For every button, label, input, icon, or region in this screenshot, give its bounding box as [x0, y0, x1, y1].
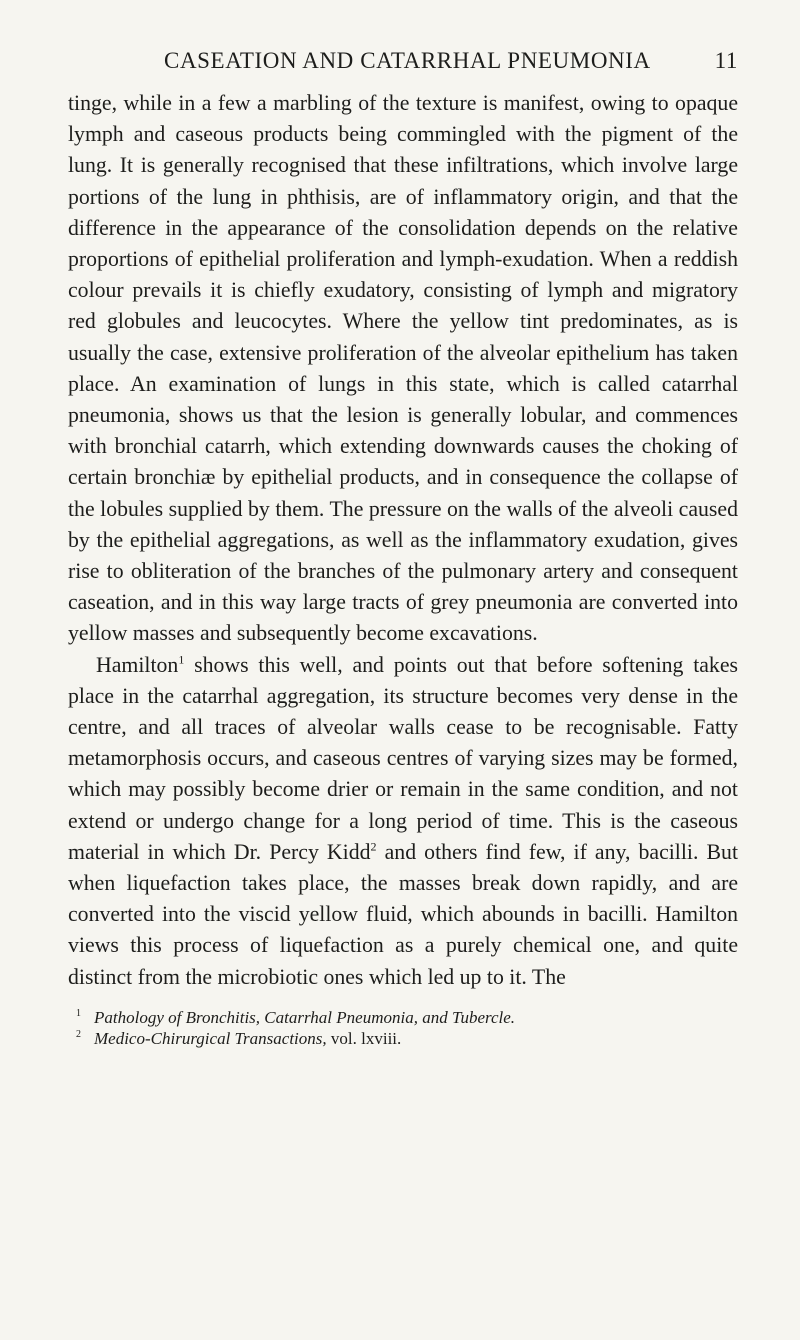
running-header	[68, 40, 738, 74]
footnote-reference-1: 1	[178, 652, 185, 667]
footnote-2: 2 Medico-Chirurgical Transactions, vol. lxviii.	[76, 1028, 402, 1048]
footnote-tail-2: vol. lxviii.	[326, 1028, 402, 1048]
page-number: 11	[714, 48, 738, 73]
footnote-text-1: Pathology of Bronchitis, Catarrhal Pneumonia, and Tubercle.	[94, 1007, 516, 1027]
footnotes	[68, 1007, 738, 1049]
running-title: CASEATION AND CATARRHAL PNEUMONIA	[164, 48, 651, 73]
paragraph-2-part-a: Hamilton	[96, 652, 179, 677]
main-text	[68, 88, 738, 993]
paragraph-1: tinge, while in a few a marbling of the texture is manifest, owing to opaque lymph and caseous products being commingled with the pigment of the lung. It is generally recognised that these infiltrations, which involve large portions of the lung in phthisis, are of inflammatory origin, and that the difference in the appearance of the consolidation depends on the relative proportions of epithelial proliferation and lymph-exudation. When a reddish colour prevails it is chiefly exudatory, consisting of lymph and migratory red globules and leucocytes. Where the yellow tint predominates, as is usually the case, extensive proliferation of the alveolar epithelium has taken place. An examination of lungs in this state, which is called catarrhal pneumonia, shows us that the lesion is generally lobular, and commences with bronchial catarrh, which extending downwards causes the choking of certain bronchiæ by epithelial products, and in consequence the collapse of the lobules supplied by them. The pressure on the walls of the alveoli caused by the epithelial aggregations, as well as the inflammatory exudation, gives rise to obliteration of the branches of the pulmonary artery and consequent caseation, and in this way large tracts of grey pneumonia are converted into yellow masses and subsequently become excavations.	[68, 91, 738, 646]
footnote-reference-2: 2	[370, 839, 377, 854]
paragraph-2	[68, 650, 738, 993]
footnote-1: 1 Pathology of Bronchitis, Catarrhal Pneumonia, and Tubercle.	[76, 1007, 516, 1027]
footnote-text-2: Medico-Chirurgical Transactions,	[94, 1028, 327, 1048]
paragraph-2-part-c: and others find few, if any, bacilli. But when liquefaction takes place, the masses break down rapidly, and are converted into the viscid yellow fluid, which abounds in bacilli. Hamilton views this process of liquefaction as a purely chemical one, and quite distinct from the microbiotic ones which led up to it. The	[68, 839, 739, 989]
paragraph-2-part-b: shows this well, and points out that before softening takes place in the catarrhal aggregation, its structure becomes very dense in the centre, and all traces of alveolar walls cease to be recognisable. Fatty metamorphosis occurs, and caseous centres of varying sizes may be formed, which may possibly become drier or remain in the same condition, and not extend or undergo change for a long period of time. This is the caseous material in which Dr. Percy Kidd	[68, 652, 738, 864]
